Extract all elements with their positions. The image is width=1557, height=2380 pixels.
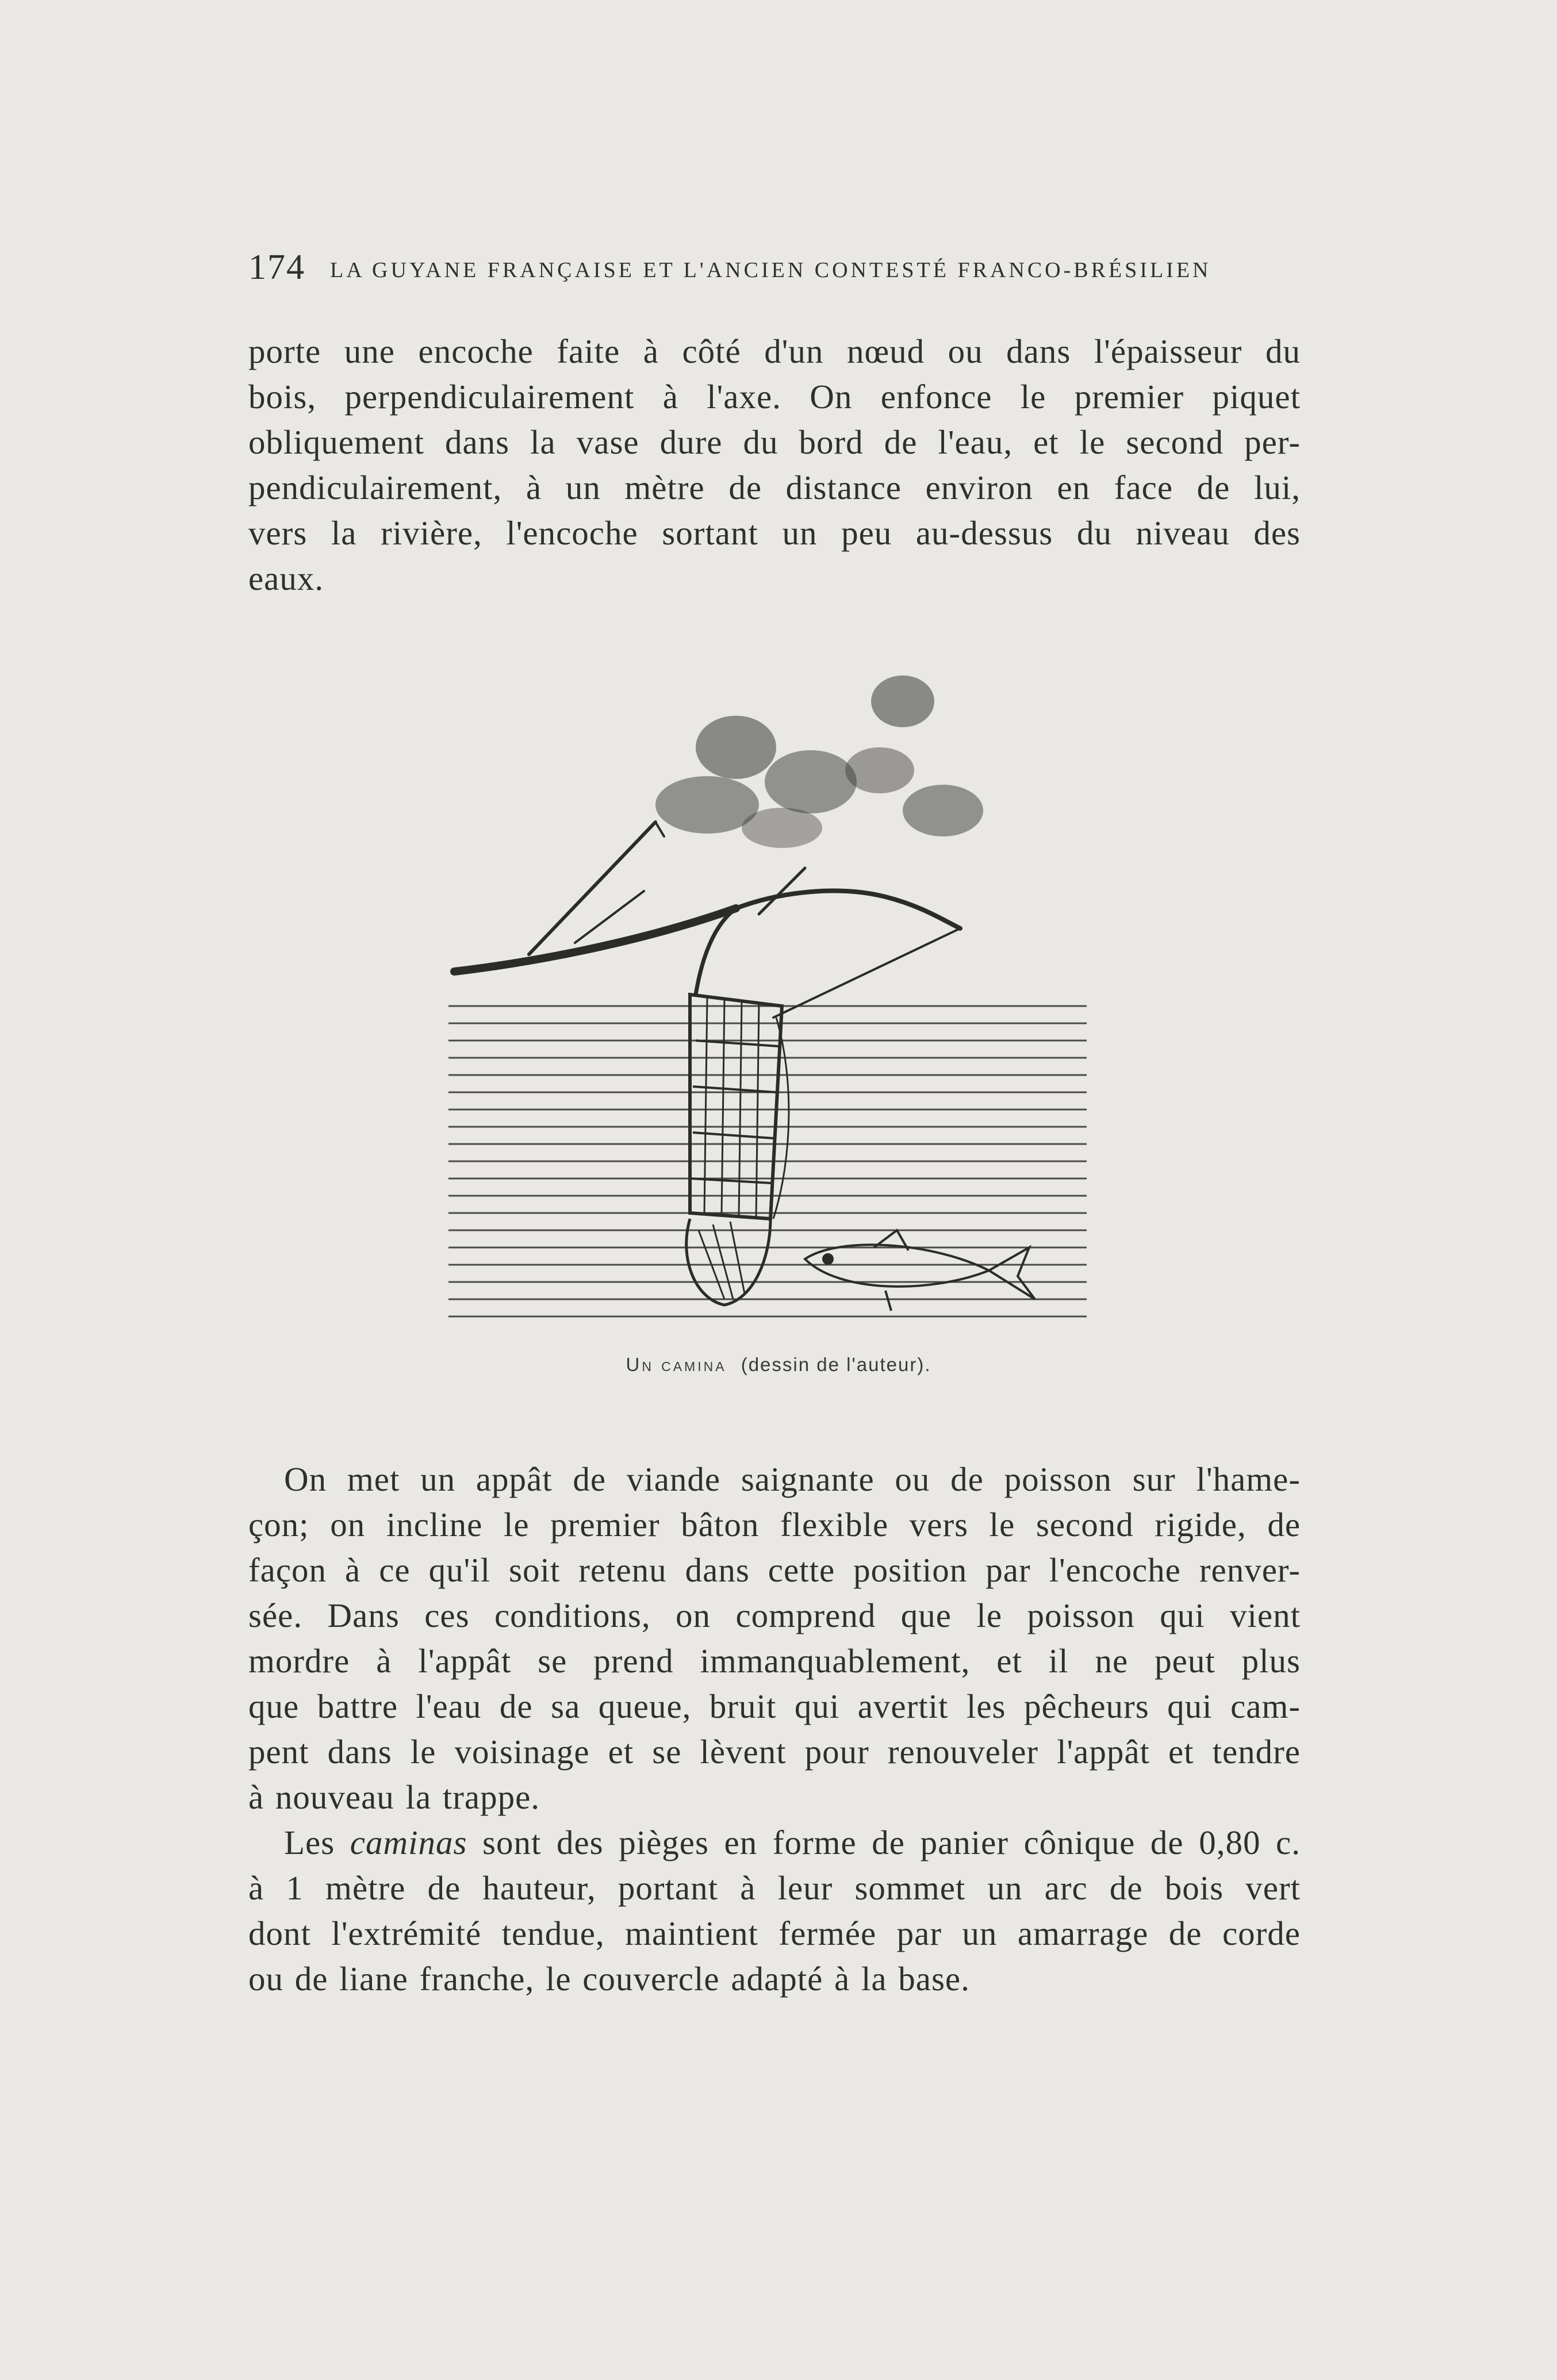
text-run: sont des pièges en forme de panier cônique de 0,80 c. (467, 1824, 1301, 1861)
page-number: 174 (248, 248, 305, 287)
text-line: On met un appât de viande saignante ou de poisson sur l'hame- (284, 1460, 1301, 1498)
foliage (655, 675, 983, 848)
text-line: porte une encoche faite à côté d'un nœud ou dans l'épaisseur du (248, 332, 1301, 370)
text-line: eaux. (248, 559, 324, 597)
text-line: façon à ce qu'il soit retenu dans cette position par l'encoche renver- (248, 1551, 1301, 1589)
page-header (248, 247, 1301, 287)
figure-caption (0, 1354, 1557, 1376)
text-line: bois, perpendiculairement à l'axe. On enfonce le premier piquet (248, 378, 1301, 416)
paragraph-1 (248, 329, 1301, 601)
text-run: Les (284, 1824, 350, 1861)
paragraph-2 (248, 1457, 1301, 1820)
text-line: çon; on incline le premier bâton flexible vers le second rigide, de (248, 1506, 1301, 1544)
text-line: sée. Dans ces conditions, on comprend que le poisson qui vient (248, 1596, 1301, 1634)
paragraph-3 (248, 1820, 1301, 2002)
text-line (248, 1820, 1301, 1865)
text-line: pendiculairement, à un mètre de distance environ en face de lui, (248, 469, 1301, 506)
caption-title: Un camina (626, 1354, 727, 1375)
text-line: à 1 mètre de hauteur, portant à leur sommet un arc de bois vert (248, 1869, 1301, 1907)
text-line: vers la rivière, l'encoche sortant un peu au-dessus du niveau des (248, 514, 1301, 552)
camina-illustration (437, 638, 1121, 1345)
text-line: ou de liane franche, le couvercle adapté à la base. (248, 1960, 970, 1998)
text-line: obliquement dans la vase dure du bord de l'eau, et le second per- (248, 423, 1301, 461)
running-title: LA GUYANE FRANÇAISE ET L'ANCIEN CONTESTÉ FRANCO-BRÉSILIEN (330, 258, 1211, 282)
caption-note: (dessin de l'auteur). (741, 1354, 931, 1375)
text-line: à nouveau la trappe. (248, 1778, 540, 1816)
italic-term: caminas (350, 1824, 467, 1861)
text-line: que battre l'eau de sa queue, bruit qui avertit les pêcheurs qui cam- (248, 1687, 1301, 1725)
text-line: pent dans le voisinage et se lèvent pour renouveler l'appât et tendre (248, 1733, 1301, 1771)
text-line: mordre à l'appât se prend immanquablement, et il ne peut plus (248, 1642, 1301, 1680)
text-line: dont l'extrémité tendue, maintient fermée par un amarrage de corde (248, 1914, 1301, 1952)
